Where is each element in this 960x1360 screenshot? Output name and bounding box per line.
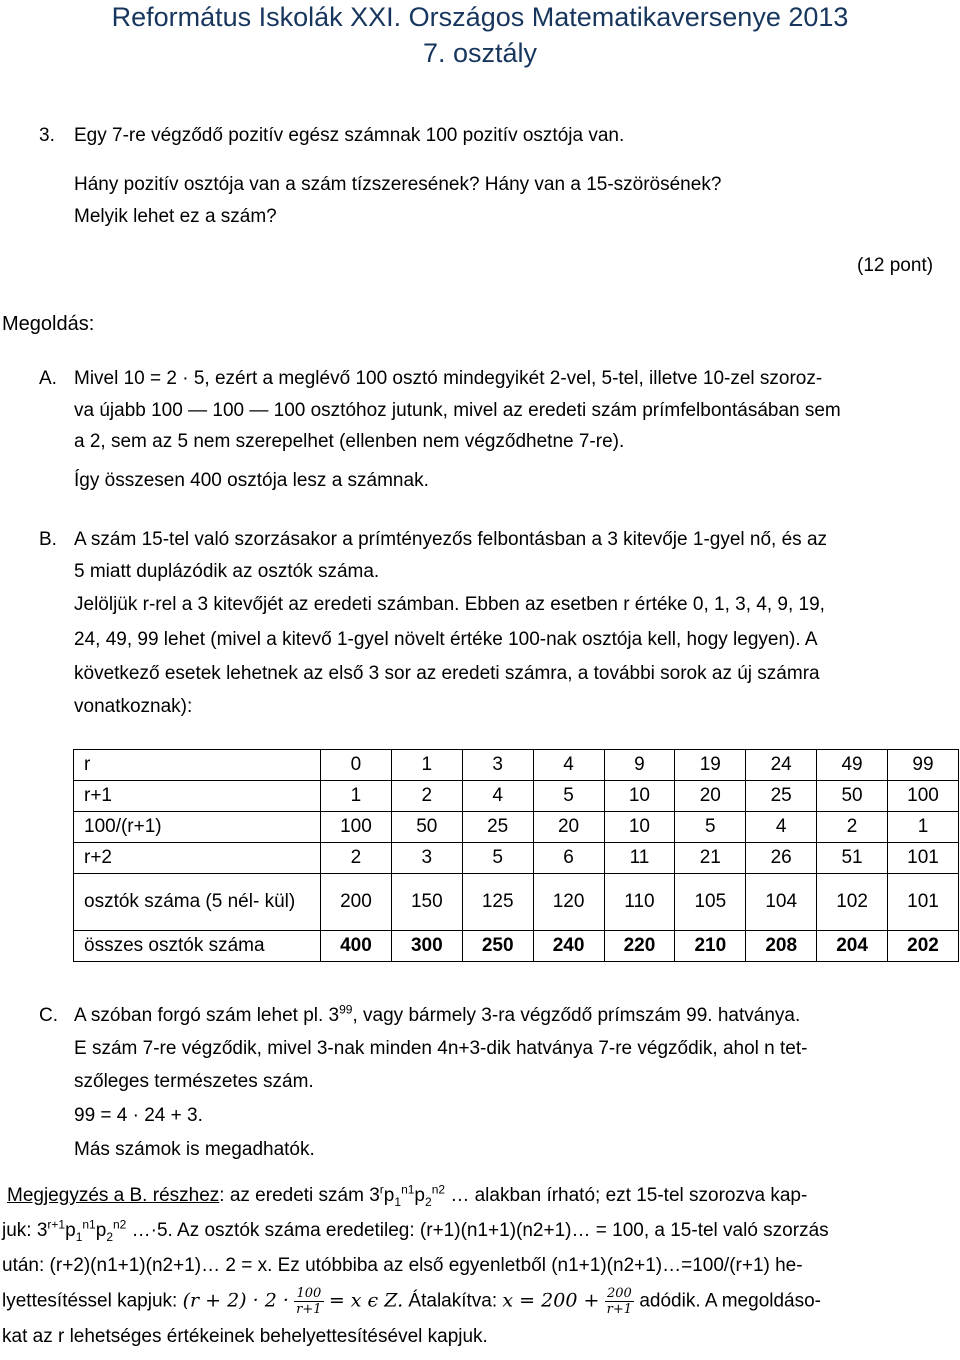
problem-number: 3. xyxy=(39,125,55,146)
part-c-exponent: 99 xyxy=(339,1002,353,1017)
problem-line: Hány pozitív osztója van a szám tízszeresének? Hány van a 15-szörösének? xyxy=(74,174,722,195)
note-text: Átalakítva: xyxy=(403,1290,503,1312)
table-cell: 105 xyxy=(675,874,746,931)
solution-label: Megoldás: xyxy=(2,313,95,335)
table-cell: 4 xyxy=(462,781,533,812)
table-row xyxy=(74,781,959,812)
fraction-numerator: 200 xyxy=(605,1286,634,1302)
row-header: osztók száma (5 nél- kül) xyxy=(74,874,321,931)
table-cell: 3 xyxy=(391,843,462,874)
row-header: r xyxy=(74,750,321,781)
note-line xyxy=(2,1286,821,1317)
table-cell: 20 xyxy=(533,812,604,843)
table-cell: 0 xyxy=(321,750,392,781)
note-text: p xyxy=(95,1220,107,1241)
table-cell: 150 xyxy=(391,874,462,931)
note-text: p xyxy=(65,1220,76,1241)
table-row xyxy=(74,750,959,781)
table-cell: 3 xyxy=(462,750,533,781)
fraction-numerator: 100 xyxy=(294,1286,323,1302)
part-c-line: 99 = 4 · 24 + 3. xyxy=(74,1105,203,1126)
part-c-text: A szóban forgó szám lehet pl. 3 xyxy=(74,1005,340,1026)
table-cell: 51 xyxy=(817,843,888,874)
row-header: r+2 xyxy=(74,843,321,874)
part-a-line: Mivel 10 = 2 · 5, ezért a meglévő 100 osztó mindegyikét 2-vel, 5-tel, illetve 10-zel szoroz- xyxy=(74,368,823,389)
part-c-line: Más számok is megadhatók. xyxy=(74,1139,315,1160)
note-sub: 2 xyxy=(425,1194,432,1209)
note-text: lyettesítéssel kapjuk: xyxy=(2,1290,183,1312)
table-row xyxy=(74,874,959,931)
note-text: …·5. Az osztók száma eredetileg: (r+1)(n1+1)(n2+1)… = 100, a 15-tel való szorzás xyxy=(126,1220,829,1241)
note-sup: n1 xyxy=(401,1182,415,1197)
note-sup: r xyxy=(379,1182,384,1197)
table-cell: 120 xyxy=(533,874,604,931)
table-cell: 110 xyxy=(604,874,675,931)
note-text: p xyxy=(383,1185,395,1206)
part-b-line: Jelöljük r-rel a 3 kitevőjét az eredeti számban. Ebben az esetben r értéke 0, 1, 3, 4, 9, 19, xyxy=(74,594,825,615)
table-cell: 1 xyxy=(391,750,462,781)
table-cell: 11 xyxy=(604,843,675,874)
note-math: (r + 2) · 2 · xyxy=(182,1289,289,1312)
table-cell: 300 xyxy=(391,931,462,962)
table-cell: 200 xyxy=(321,874,392,931)
note-sup: n1 xyxy=(82,1217,96,1232)
table-row xyxy=(74,812,959,843)
note-sub: 1 xyxy=(75,1229,83,1244)
table-cell: 101 xyxy=(888,843,959,874)
part-c-text: , vagy bármely 3-ra végződő prímszám 99. hatványa. xyxy=(352,1005,801,1026)
table-cell: 25 xyxy=(462,812,533,843)
page-title: Református Iskolák XXI. Országos Matematikaversenye 2013 xyxy=(111,2,849,32)
row-header: r+1 xyxy=(74,781,321,812)
table-cell: 2 xyxy=(391,781,462,812)
part-a-line: va újabb 100 — 100 — 100 osztóhoz jutunk, mivel az eredeti szám prímfelbontásában sem xyxy=(74,400,841,421)
note-sub: 1 xyxy=(394,1194,402,1209)
part-a-line: a 2, sem az 5 nem szerepelhet (ellenben nem végződhetne 7-re). xyxy=(74,431,625,452)
table-cell: 5 xyxy=(462,843,533,874)
note-text: juk: 3 xyxy=(2,1220,48,1241)
note-sup: r+1 xyxy=(47,1217,66,1232)
note-title: Megjegyzés a B. részhez xyxy=(7,1185,220,1206)
note-fraction xyxy=(605,1286,634,1317)
table-cell: 1 xyxy=(888,812,959,843)
row-header: 100/(r+1) xyxy=(74,812,321,843)
table-cell: 9 xyxy=(604,750,675,781)
fraction-denominator: r+1 xyxy=(296,1302,322,1317)
page-subtitle: 7. osztály xyxy=(422,38,538,68)
part-c-line xyxy=(74,1001,800,1031)
table-cell: 26 xyxy=(746,843,817,874)
table-cell: 100 xyxy=(888,781,959,812)
problem-points: (12 pont) xyxy=(857,255,934,276)
table-cell: 210 xyxy=(675,931,746,962)
table-cell: 1 xyxy=(321,781,392,812)
table-cell: 6 xyxy=(533,843,604,874)
part-c-line: szőleges természetes szám. xyxy=(74,1071,314,1092)
note-math: = x ϵ Z. xyxy=(328,1289,404,1312)
table-cell: 21 xyxy=(675,843,746,874)
table-cell: 220 xyxy=(604,931,675,962)
table-cell: 100 xyxy=(321,812,392,843)
note-text: adódik. A megoldáso- xyxy=(634,1290,822,1312)
table-cell: 10 xyxy=(604,781,675,812)
table-cell: 5 xyxy=(533,781,604,812)
part-b-line: vonatkoznak): xyxy=(74,696,193,717)
note-line: után: (r+2)(n1+1)(n2+1)… 2 = x. Ez utóbbiba az első egyenletből (n1+1)(n2+1)…=100/(r+1) he- xyxy=(2,1255,803,1276)
problem-line: Egy 7-re végződő pozitív egész számnak 100 pozitív osztója van. xyxy=(74,125,625,146)
note-sup: n2 xyxy=(431,1182,446,1197)
table-cell: 24 xyxy=(746,750,817,781)
table-cell: 50 xyxy=(817,781,888,812)
table-cell: 101 xyxy=(888,874,959,931)
part-a-line: Így összesen 400 osztója lesz a számnak. xyxy=(74,470,429,491)
table-cell: 104 xyxy=(746,874,817,931)
table-cell: 10 xyxy=(604,812,675,843)
table-cell: 20 xyxy=(675,781,746,812)
table-cell: 250 xyxy=(462,931,533,962)
table-cell: 202 xyxy=(888,931,959,962)
note-sub: 2 xyxy=(106,1229,113,1244)
note-line xyxy=(2,1217,829,1244)
table-cell: 240 xyxy=(533,931,604,962)
note-line xyxy=(7,1182,808,1209)
table-cell: 2 xyxy=(817,812,888,843)
table-cell: 25 xyxy=(746,781,817,812)
note-text: … alakban írható; ezt 15-tel szorozva kap- xyxy=(445,1185,808,1206)
note-line: kat az r lehetséges értékeinek behelyettesítésével kapjuk. xyxy=(2,1326,488,1347)
row-header: összes osztók száma xyxy=(74,931,321,962)
table-cell: 4 xyxy=(746,812,817,843)
part-b-line: következő esetek lehetnek az első 3 sor az eredeti számra, a további sorok az új számra xyxy=(74,663,820,684)
table-cell: 5 xyxy=(675,812,746,843)
table-cell: 49 xyxy=(817,750,888,781)
table-cell: 99 xyxy=(888,750,959,781)
part-b-line: A szám 15-tel való szorzásakor a prímtényezős felbontásban a 3 kitevője 1-gyel nő, és az xyxy=(74,529,828,550)
part-c-label: C. xyxy=(39,1005,58,1026)
problem-line: Melyik lehet ez a szám? xyxy=(74,206,277,227)
note-text: : az eredeti szám 3 xyxy=(219,1185,380,1206)
table-cell: 2 xyxy=(321,843,392,874)
table-cell: 204 xyxy=(817,931,888,962)
note-sup: n2 xyxy=(113,1217,127,1232)
table-cell: 208 xyxy=(746,931,817,962)
table-cell: 102 xyxy=(817,874,888,931)
table-cell: 19 xyxy=(675,750,746,781)
note-math: x = 200 + xyxy=(502,1289,600,1312)
part-c-line: E szám 7-re végződik, mivel 3-nak minden 4n+3-dik hatványa 7-re végződik, ahol n tet- xyxy=(74,1038,808,1059)
note-text: p xyxy=(414,1185,425,1206)
part-b-line: 24, 49, 99 lehet (mivel a kitevő 1-gyel növelt értéke 100-nak osztója kell, hogy legyen). A xyxy=(74,629,818,650)
part-b-line: 5 miatt duplázódik az osztók száma. xyxy=(74,561,380,582)
note-fraction xyxy=(294,1286,323,1317)
table-cell: 50 xyxy=(391,812,462,843)
table-cell: 400 xyxy=(321,931,392,962)
fraction-denominator: r+1 xyxy=(606,1302,633,1317)
table-cell: 4 xyxy=(533,750,604,781)
part-b-label: B. xyxy=(39,529,57,550)
table-cell: 125 xyxy=(462,874,533,931)
table-row xyxy=(74,931,959,962)
exponent-table xyxy=(73,749,959,962)
table-row xyxy=(74,843,959,874)
part-a-label: A. xyxy=(39,368,57,389)
